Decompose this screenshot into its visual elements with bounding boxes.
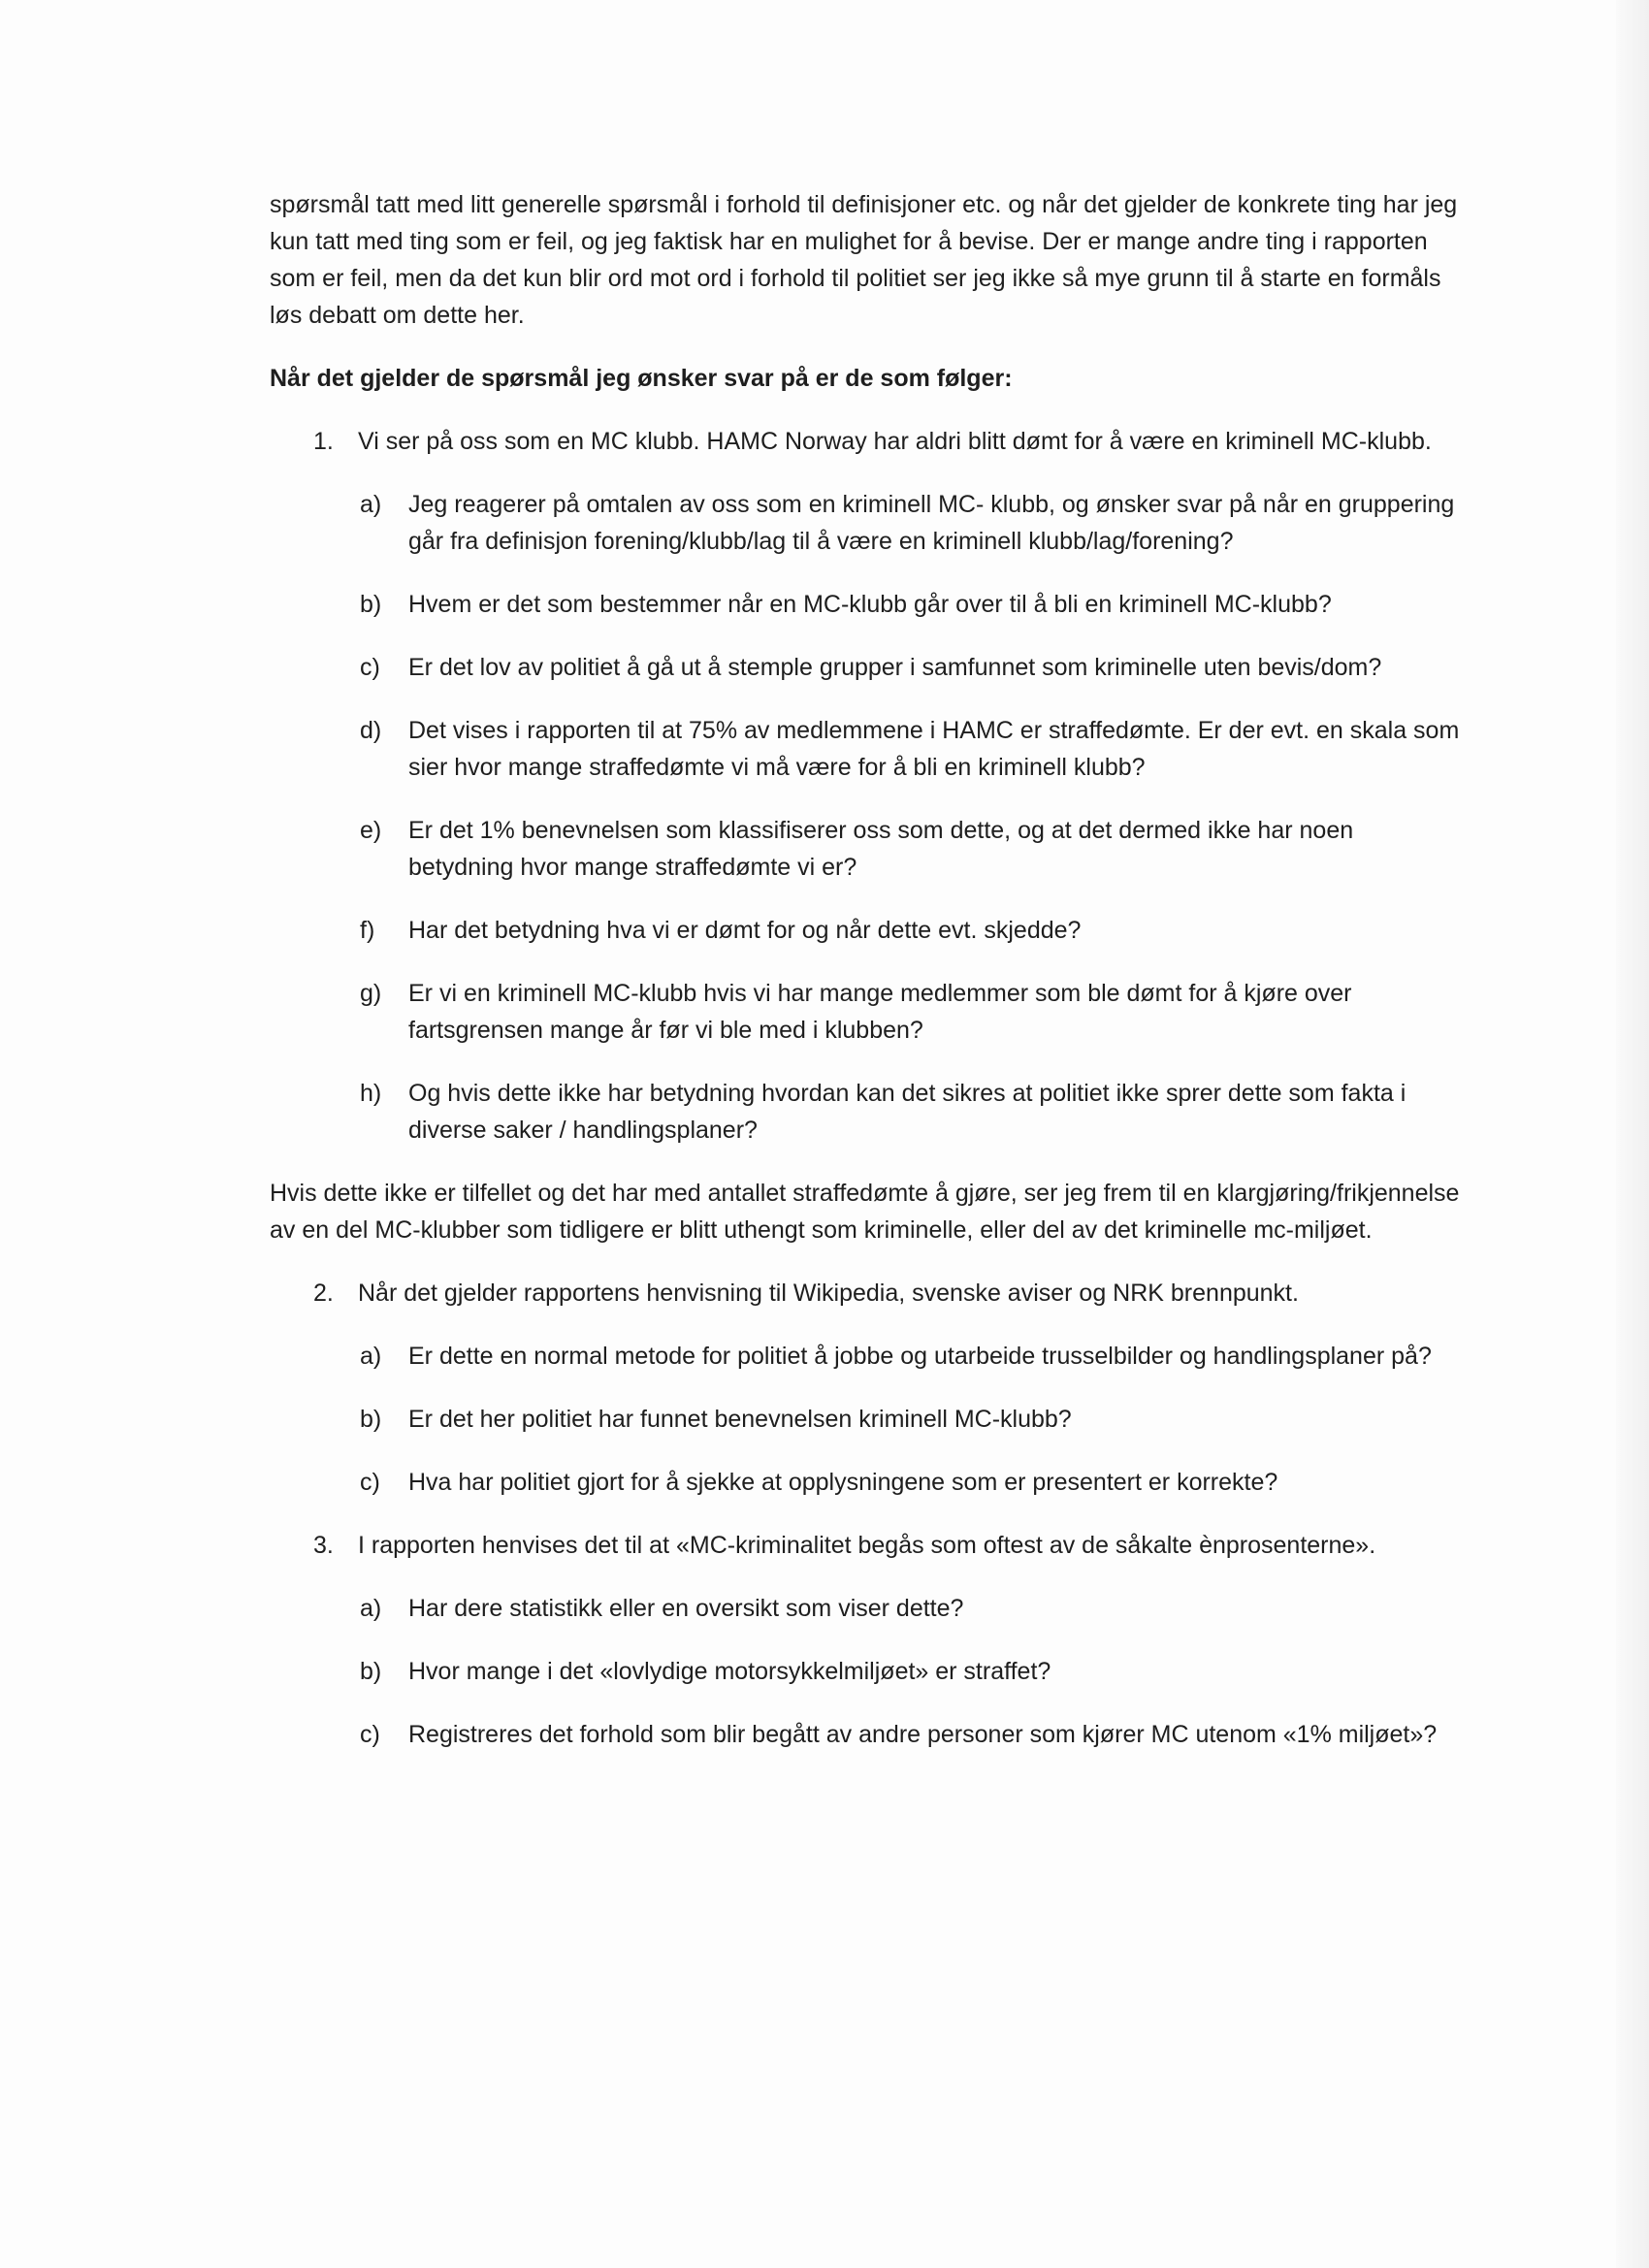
question-1-text: Vi ser på oss som en MC klubb. HAMC Norway har aldri blitt dømt for å være en kriminell MC-klubb. [358,428,1432,455]
list-item-marker: d) [360,717,382,744]
question-1 [270,423,1463,460]
list-item-text: Hva har politiet gjort for å sjekke at opplysningene som er presentert er korrekte? [408,1469,1278,1496]
list-item-text: Er det her politiet har funnet benevnelsen kriminell MC-klubb? [408,1406,1072,1433]
question-3 [270,1527,1463,1564]
list-item [270,712,1463,786]
list-item-text: Og hvis dette ikke har betydning hvordan kan det sikres at politiet ikke sprer dette som fakta i diverse saker / handlingsplaner? [408,1080,1406,1144]
question-3-subitems [270,1590,1463,1753]
list-item [270,912,1463,949]
list-item [270,1075,1463,1149]
scan-edge-shading [1616,0,1649,2268]
list-item-text: Er dette en normal metode for politiet å jobbe og utarbeide trusselbilder og handlingsplaner på? [408,1343,1432,1370]
list-item [270,1464,1463,1501]
document-body [270,186,1463,1779]
list-item-text: Hvem er det som bestemmer når en MC-klubb går over til å bli en kriminell MC-klubb? [408,591,1332,618]
question-3-number: 3. [313,1532,334,1559]
list-item [270,1338,1463,1375]
list-item [270,1590,1463,1627]
question-2-subitems [270,1338,1463,1501]
list-item-marker: b) [360,591,382,618]
list-item-text: Hvor mange i det «lovlydige motorsykkelmiljøet» er straffet? [408,1658,1051,1685]
middle-paragraph: Hvis dette ikke er tilfellet og det har med antallet straffedømte å gjøre, ser jeg frem til en klargjøring/frikjennelse av en del MC-klubber som tidligere er blitt uthengt som kriminelle, eller del av det kriminelle mc-miljøet. [270,1180,1460,1244]
list-item-marker: a) [360,1343,382,1370]
list-item-marker: f) [360,917,375,944]
list-item [270,1401,1463,1438]
list-item-text: Er det 1% benevnelsen som klassifiserer oss som dette, og at det dermed ikke har noen betydning hvor mange straffedømte vi er? [408,817,1354,881]
list-item-text: Er det lov av politiet å gå ut å stemple grupper i samfunnet som kriminelle uten bevis/dom? [408,654,1382,681]
list-item-text: Er vi en kriminell MC-klubb hvis vi har mange medlemmer som ble dømt for å kjøre over fartsgrensen mange år før vi ble med i klubben? [408,980,1352,1044]
question-2-number: 2. [313,1280,334,1307]
question-1-subitems [270,486,1463,1149]
list-item [270,812,1463,886]
list-item-text: Registreres det forhold som blir begått av andre personer som kjører MC utenom «1% miljøet»? [408,1721,1438,1748]
list-item-text: Det vises i rapporten til at 75% av medlemmene i HAMC er straffedømte. Er der evt. en skala som sier hvor mange straffedømte vi må være for å bli en kriminell klubb? [408,717,1460,781]
list-item-marker: b) [360,1406,382,1433]
list-item-marker: b) [360,1658,382,1685]
list-item [270,975,1463,1049]
list-item-text: Jeg reagerer på omtalen av oss som en kriminell MC- klubb, og ønsker svar på når en gruppering går fra definisjon forening/klubb/lag til å være en kriminell klubb/lag/forening? [408,491,1455,555]
list-item-text: Har dere statistikk eller en oversikt som viser dette? [408,1595,964,1622]
question-2 [270,1275,1463,1312]
list-item [270,586,1463,623]
intro-paragraph: spørsmål tatt med litt generelle spørsmål i forhold til definisjoner etc. og når det gjelder de konkrete ting har jeg kun tatt med ting som er feil, og jeg faktisk har en mulighet for å bevise. Der er mange andre ting i rapporten som er feil, men da det kun blir ord mot ord i forhold til politiet ser jeg ikke så mye grunn til å starte en formåls løs debatt om dette her. [270,191,1458,329]
list-item-marker: g) [360,980,382,1007]
list-item-marker: c) [360,1721,380,1748]
list-item [270,1716,1463,1753]
list-item-marker: c) [360,654,380,681]
list-item-marker: c) [360,1469,380,1496]
list-item [270,649,1463,686]
question-1-number: 1. [313,428,334,455]
list-item-marker: a) [360,491,382,518]
question-3-text: I rapporten henvises det til at «MC-kriminalitet begås som oftest av de såkalte ènprosenterne». [358,1532,1376,1559]
list-item-marker: h) [360,1080,382,1107]
list-item-marker: e) [360,817,382,844]
list-item [270,1653,1463,1690]
list-item [270,486,1463,560]
list-item-text: Har det betydning hva vi er dømt for og når dette evt. skjedde? [408,917,1082,944]
question-2-text: Når det gjelder rapportens henvisning til Wikipedia, svenske aviser og NRK brennpunkt. [358,1280,1299,1307]
list-item-marker: a) [360,1595,382,1622]
questions-heading: Når det gjelder de spørsmål jeg ønsker svar på er de som følger: [270,365,1013,392]
